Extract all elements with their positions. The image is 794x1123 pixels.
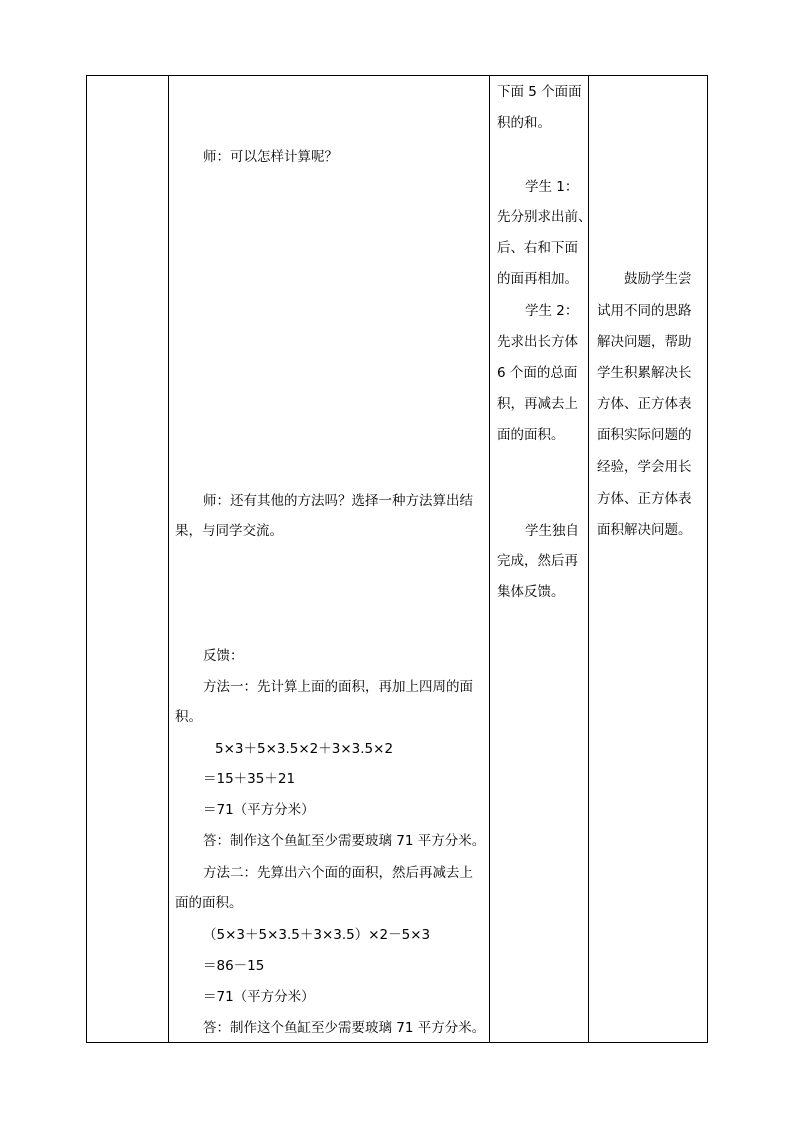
method-2-formula: （5×3＋5×3.5＋3×3.5）×2－5×3 — [203, 927, 431, 943]
student-text: 完成，然后再 — [497, 553, 578, 569]
student-text: 先求出长方体 — [497, 334, 578, 350]
student-2-label: 学生 2： — [525, 303, 579, 319]
stage-column — [87, 76, 168, 1042]
intent-text: 面积解决问题。 — [597, 522, 692, 538]
student-text: 积的和。 — [497, 115, 551, 131]
method-2-answer: 答：制作这个鱼缸至少需要玻璃 71 平方分米。 — [203, 1020, 486, 1036]
student-text: 先分别求出前、 — [497, 209, 592, 225]
method-1-text: 方法一：先计算上面的面积，再加上四周的面 — [203, 679, 473, 695]
method-1-text-cont: 积。 — [175, 709, 202, 725]
intent-column — [589, 76, 709, 1042]
teacher-question-1: 师：可以怎样计算呢？ — [203, 149, 338, 165]
intent-text: 学生积累解决长 — [597, 365, 692, 381]
intent-text: 试用不同的思路 — [597, 303, 692, 319]
student-text: 下面 5 个面面 — [497, 84, 582, 100]
method-2-text: 方法二：先算出六个面的面积，然后再减去上 — [203, 865, 473, 881]
student-text: 积，再减去上 — [497, 396, 578, 412]
lesson-table — [86, 75, 708, 1043]
student-text: 的面再相加。 — [497, 271, 578, 287]
intent-text: 鼓励学生尝 — [624, 271, 692, 287]
student-text: 集体反馈。 — [497, 584, 565, 600]
method-1-formula: ＝71（平方分米） — [203, 802, 315, 818]
method-1-answer: 答：制作这个鱼缸至少需要玻璃 71 平方分米。 — [203, 833, 486, 849]
intent-text: 方体、正方体表 — [597, 491, 692, 507]
teacher-column — [169, 76, 489, 1042]
student-text: 后、右和下面 — [497, 240, 578, 256]
intent-text: 方体、正方体表 — [597, 396, 692, 412]
method-1-formula: 5×3＋5×3.5×2＋3×3.5×2 — [215, 741, 394, 757]
method-2-text-cont: 面的面积。 — [175, 895, 243, 911]
method-1-formula: ＝15＋35＋21 — [203, 771, 296, 787]
teacher-question-2: 师：还有其他的方法吗？选择一种方法算出结 — [203, 493, 473, 509]
student-text: 6 个面的总面 — [497, 365, 578, 381]
intent-text: 面积实际问题的 — [597, 427, 692, 443]
intent-text: 解决问题，帮助 — [597, 334, 692, 350]
student-column — [490, 76, 592, 1042]
student-1-label: 学生 1： — [525, 179, 579, 195]
student-text: 学生独自 — [525, 523, 579, 539]
intent-text: 经验，学会用长 — [597, 459, 692, 475]
method-2-formula: ＝86－15 — [203, 958, 265, 974]
feedback-title: 反馈： — [203, 648, 244, 664]
method-2-formula: ＝71（平方分米） — [203, 989, 315, 1005]
student-text: 面的面积。 — [497, 427, 565, 443]
teacher-question-2-cont: 果，与同学交流。 — [175, 523, 283, 539]
